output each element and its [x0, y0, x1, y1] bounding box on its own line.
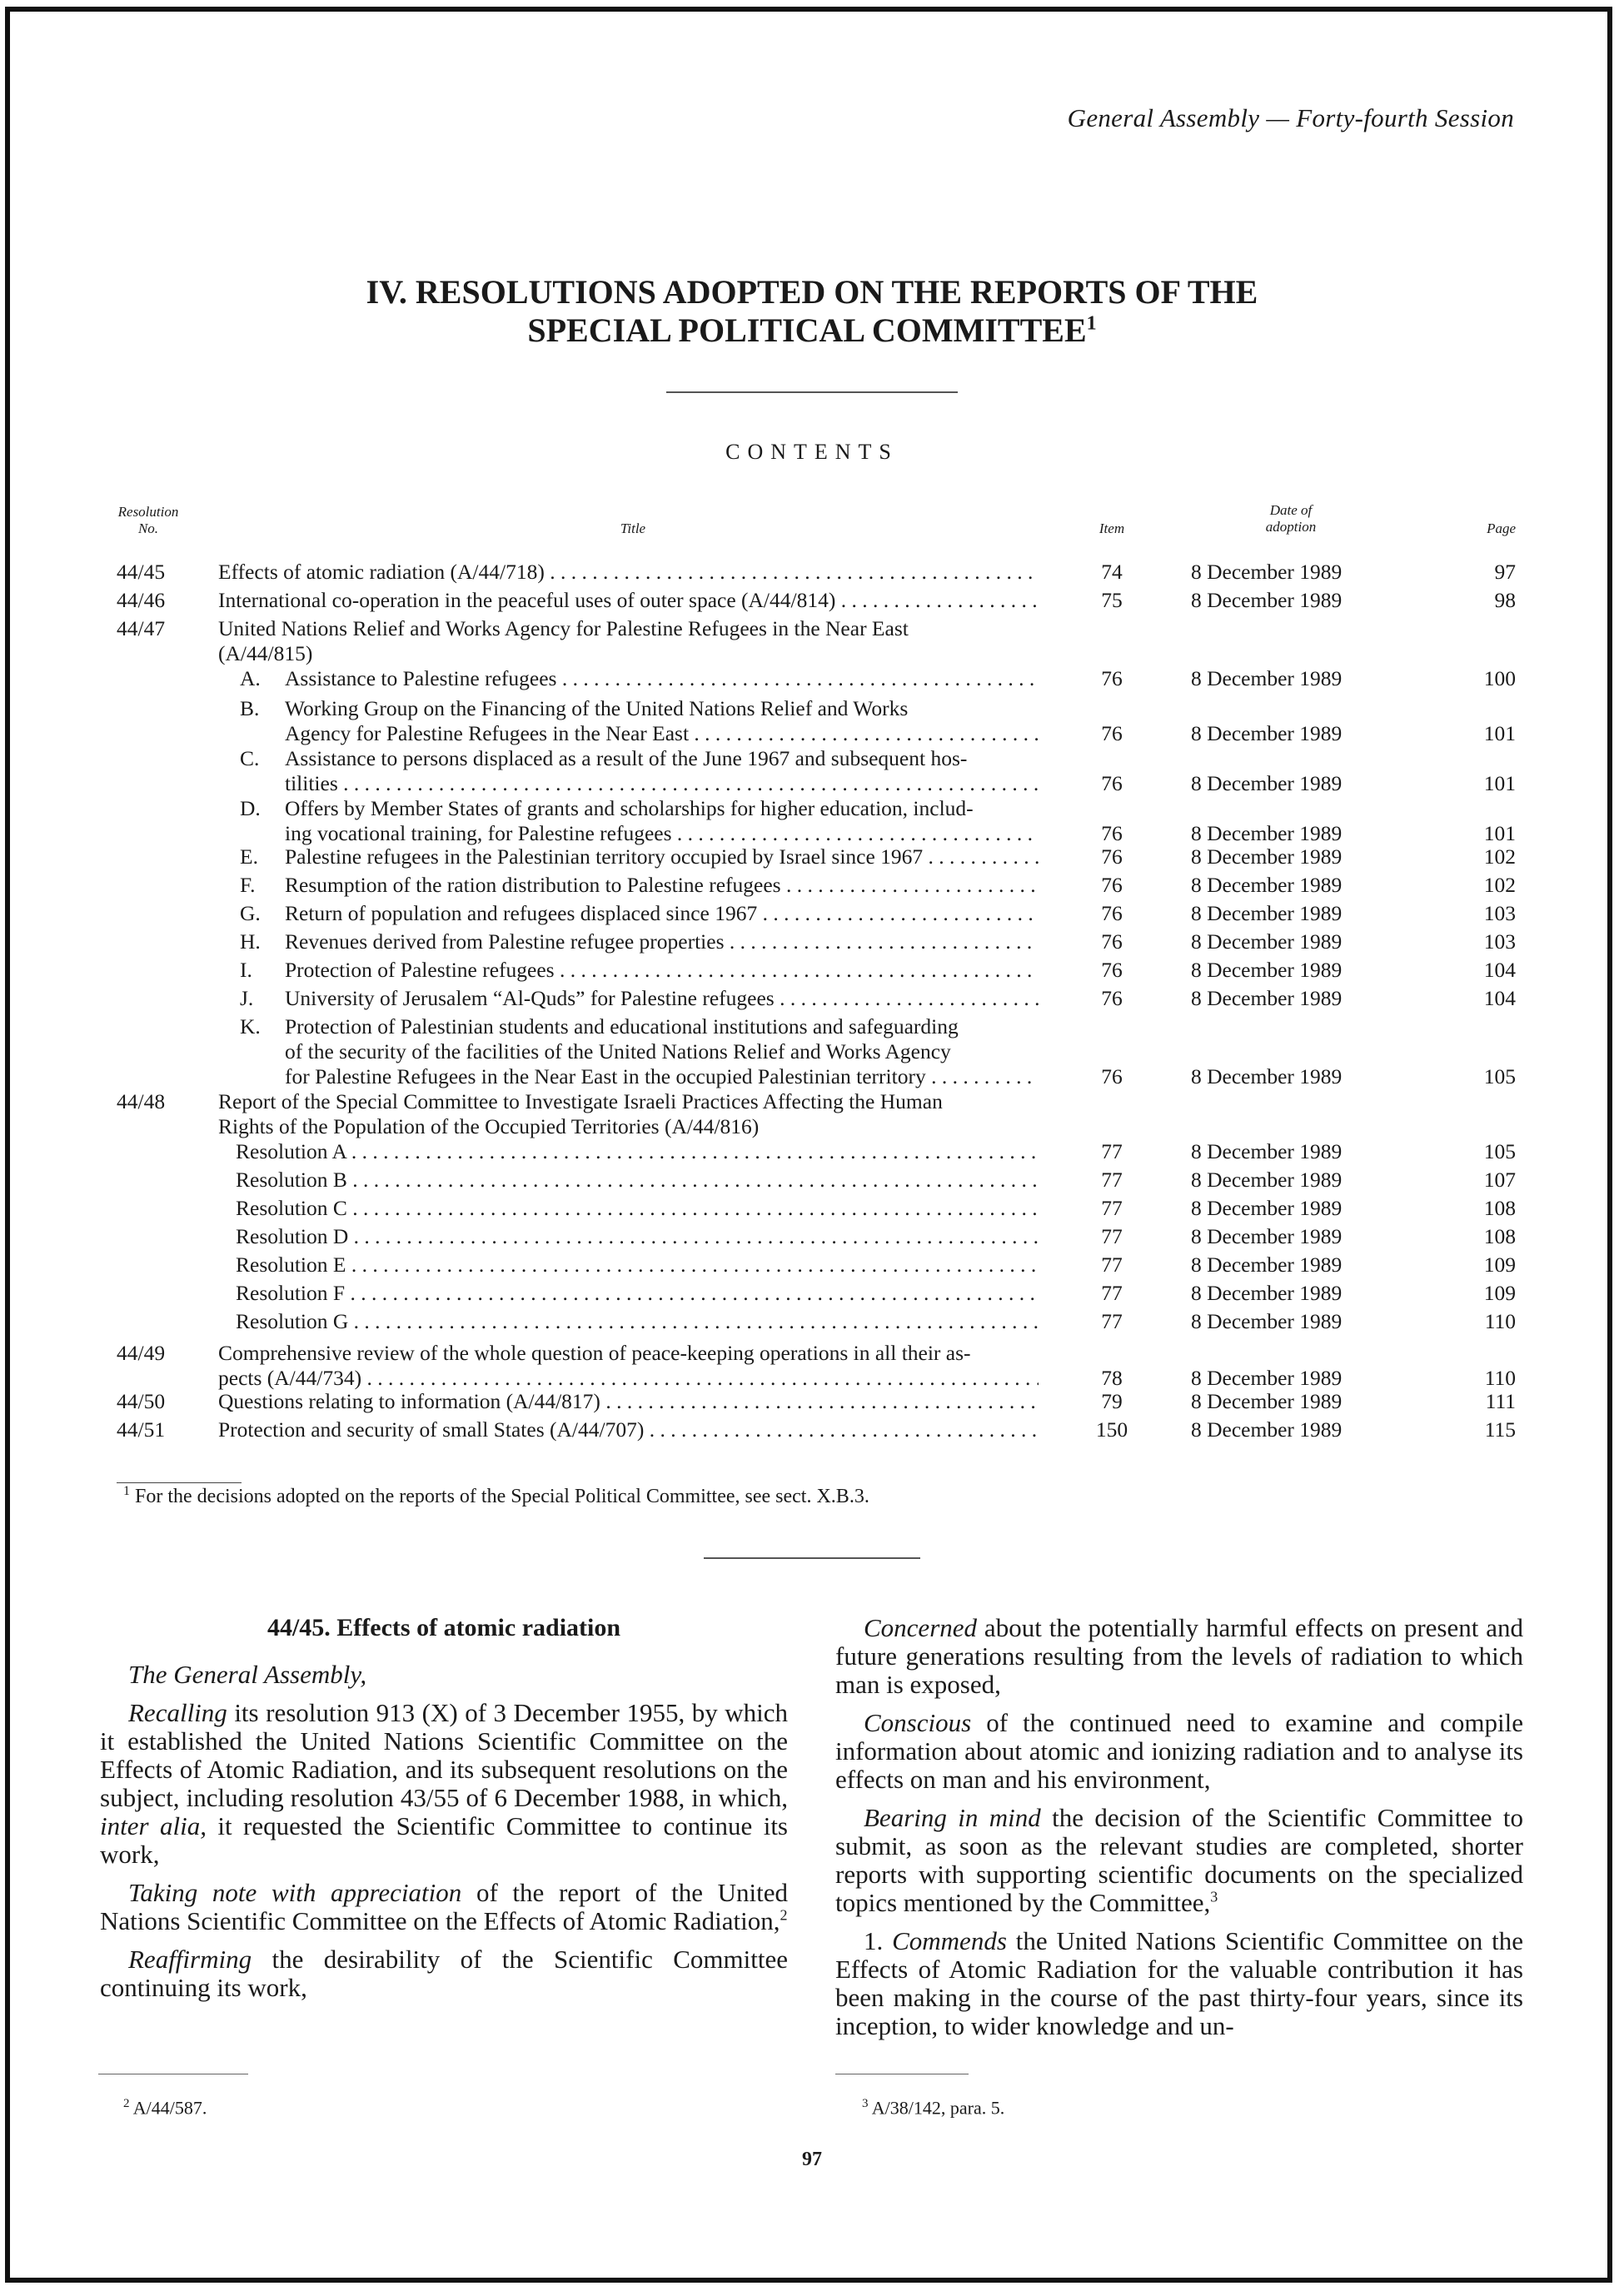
ornament-divider-2 — [704, 1557, 920, 1559]
resolution-sub-title: Resolution C . . . — [236, 1196, 1039, 1221]
section-letter: H. — [240, 929, 261, 954]
resolution-sub-title: Resolution A . . . — [236, 1139, 1039, 1164]
page-ref: 102 — [1483, 844, 1516, 869]
agenda-item: 79 — [1101, 1389, 1123, 1413]
adoption-date: 8 December 1989 — [1191, 844, 1343, 869]
entry-title: Comprehensive review of the whole question of peace-keeping operations in all their as- pects (A/44/734) . . . — [218, 1341, 1039, 1391]
section-letter: D. — [240, 796, 261, 820]
ornament-divider — [666, 391, 958, 393]
adoption-date: 8 December 1989 — [1191, 958, 1343, 982]
adoption-date: 8 December 1989 — [1191, 666, 1343, 690]
adoption-date: 8 December 1989 — [1191, 901, 1343, 925]
adoption-date: 8 December 1989 — [1191, 1196, 1343, 1220]
adoption-date: 8 December 1989 — [1191, 1309, 1343, 1333]
footnote-rule — [117, 1482, 242, 1483]
agenda-item: 77 — [1101, 1253, 1123, 1277]
paragraph: The General Assembly, — [128, 1660, 367, 1689]
agenda-item: 76 — [1101, 666, 1123, 690]
section-footnote-ref: 1 — [1086, 312, 1097, 335]
agenda-item: 77 — [1101, 1309, 1123, 1333]
entry-title: Resumption of the ration distribution to Palestine refugees . . . — [285, 873, 1039, 898]
section-title-line1: IV. RESOLUTIONS ADOPTED ON THE REPORTS OF THE — [366, 273, 1258, 311]
adoption-date: 8 December 1989 — [1191, 1168, 1343, 1192]
adoption-date: 8 December 1989 — [1191, 1064, 1343, 1088]
adoption-date: 8 December 1989 — [1191, 1366, 1343, 1390]
agenda-item: 76 — [1101, 929, 1123, 954]
resolution-sub-title: Resolution D . . . — [236, 1224, 1039, 1249]
page-ref: 102 — [1483, 873, 1516, 897]
adoption-date: 8 December 1989 — [1191, 1281, 1343, 1305]
paragraph: Bearing in mind the decision of the Scientific Committee to submit, as soon as the relevant studies are completed, shorter reports with supporting scientific documents on the specialized topics mentioned by the Committee,$^3$ — [835, 1803, 1523, 1917]
agenda-item: 77 — [1101, 1139, 1123, 1163]
section-letter: K. — [240, 1014, 261, 1038]
page-ref: 110 — [1484, 1366, 1516, 1390]
col-header-title: Title — [620, 520, 646, 536]
section-letter: G. — [240, 901, 261, 925]
agenda-item: 77 — [1101, 1168, 1123, 1192]
paragraph: Conscious of the continued need to examine and compile information about atomic and ionizing radiation and to analyse its effects on man and his environment, — [835, 1708, 1523, 1794]
page-ref: 98 — [1494, 588, 1516, 612]
agenda-item: 77 — [1101, 1281, 1123, 1305]
agenda-item: 76 — [1101, 873, 1123, 897]
entry-title: Return of population and refugees displaced since 1967 . . . — [285, 901, 1039, 926]
resolution-number: 44/45 — [117, 560, 166, 584]
entry-title: Assistance to Palestine refugees . . . — [285, 666, 1039, 691]
adoption-date: 8 December 1989 — [1191, 560, 1343, 584]
adoption-date: 8 December 1989 — [1191, 929, 1343, 954]
adoption-date: 8 December 1989 — [1191, 1224, 1343, 1248]
paragraph: Reaffirming the desirability of the Scientific Committee continuing its work, — [100, 1945, 788, 2002]
adoption-date: 8 December 1989 — [1191, 1389, 1343, 1413]
col-header-date: Date of adoption — [1265, 502, 1317, 535]
agenda-item: 76 — [1101, 771, 1123, 795]
agenda-item: 78 — [1101, 1366, 1123, 1390]
agenda-item: 150 — [1095, 1417, 1128, 1442]
section-letter: C. — [240, 746, 260, 770]
entry-title: Questions relating to information (A/44/817) . . . — [218, 1389, 1039, 1414]
resolution-sub-title: Resolution B . . . — [236, 1168, 1039, 1193]
page-ref: 103 — [1483, 901, 1516, 925]
adoption-date: 8 December 1989 — [1191, 873, 1343, 897]
section-letter: E. — [240, 844, 258, 869]
col-header-page: Page — [1487, 520, 1516, 536]
agenda-item: 76 — [1101, 1064, 1123, 1088]
section-letter: B. — [240, 696, 260, 720]
adoption-date: 8 December 1989 — [1191, 1253, 1343, 1277]
agenda-item: 76 — [1101, 901, 1123, 925]
page-ref: 97 — [1494, 560, 1516, 584]
paragraph: Concerned about the potentially harmful effects on present and future generations resulting from the levels of radiation to which man is exposed, — [835, 1613, 1523, 1699]
page-ref: 101 — [1483, 821, 1516, 845]
entry-title: Revenues derived from Palestine refugee properties . . . — [285, 929, 1039, 954]
resolution-number: 44/51 — [117, 1417, 166, 1442]
page-ref: 108 — [1483, 1224, 1516, 1248]
agenda-item: 77 — [1101, 1224, 1123, 1248]
footnote-left: $^2$ A/44/587. — [123, 2097, 207, 2119]
running-head: General Assembly — Forty-fourth Session — [1067, 103, 1514, 132]
page-ref: 101 — [1483, 771, 1516, 795]
page-ref: 104 — [1483, 958, 1516, 982]
resolution-sub-title: Resolution E . . . — [236, 1253, 1039, 1277]
page-ref: 108 — [1483, 1196, 1516, 1220]
section-title — [0, 273, 1624, 350]
page-ref: 105 — [1483, 1064, 1516, 1088]
page-ref: 115 — [1484, 1417, 1516, 1442]
resolution-sub-title: Resolution G . . . — [236, 1309, 1039, 1334]
entry-title: Assistance to persons displaced as a result of the June 1967 and subsequent hos- tilities . . . — [285, 746, 1039, 796]
entry-title: Protection of Palestine refugees . . . — [285, 958, 1039, 983]
resolution-sub-title: Resolution F . . . — [236, 1281, 1039, 1306]
adoption-date: 8 December 1989 — [1191, 1139, 1343, 1163]
resolution-number: 44/46 — [117, 588, 166, 612]
agenda-item: 76 — [1101, 721, 1123, 745]
section-letter: I. — [240, 958, 252, 982]
agenda-item: 76 — [1101, 958, 1123, 982]
resolution-number: 44/50 — [117, 1389, 166, 1413]
agenda-item: 76 — [1101, 986, 1123, 1010]
section-letter: J. — [240, 986, 254, 1010]
adoption-date: 8 December 1989 — [1191, 1417, 1343, 1442]
page-ref: 101 — [1483, 721, 1516, 745]
page-ref: 107 — [1483, 1168, 1516, 1192]
section-letter: A. — [240, 666, 261, 690]
resolution-number: 44/47 — [117, 616, 166, 640]
adoption-date: 8 December 1989 — [1191, 721, 1343, 745]
agenda-item: 75 — [1101, 588, 1123, 612]
contents-heading: CONTENTS — [725, 440, 899, 464]
resolution-number: 44/48 — [117, 1089, 166, 1113]
entry-title: Protection of Palestinian students and educational institutions and safeguarding of the security of the facilities of the United Nations Relief and Works Agency for Palestine Refugees in the Near East in the occupied Palestinian territory . . . — [285, 1014, 1039, 1089]
entry-title: United Nations Relief and Works Agency for Palestine Refugees in the Near East (A/44/815) — [218, 616, 909, 665]
page-ref: 104 — [1483, 986, 1516, 1010]
agenda-item: 76 — [1101, 821, 1123, 845]
footnote-right: $^3$ A/38/142, para. 5. — [862, 2097, 1005, 2119]
adoption-date: 8 December 1989 — [1191, 986, 1343, 1010]
entry-title: Working Group on the Financing of the United Nations Relief and Works Agency for Palestine Refugees in the Near East . . . — [285, 696, 1039, 746]
page-ref: 111 — [1485, 1389, 1516, 1413]
col-header-resolution-no: Resolution No. — [117, 504, 179, 536]
page-ref: 110 — [1484, 1309, 1516, 1333]
entry-title: Offers by Member States of grants and scholarships for higher education, includ- ing vocational training, for Palestine refugees . . . — [285, 796, 1039, 846]
entry-title: Protection and security of small States (A/44/707) . . . — [218, 1417, 1039, 1442]
entry-title: Report of the Special Committee to Investigate Israeli Practices Affecting the Human Rights of the Population of the Occupied Territories (A/44/816) — [218, 1089, 943, 1138]
section-title-line2: SPECIAL POLITICAL COMMITTEE$^1$ — [527, 311, 1097, 349]
resolution-left-column — [100, 1614, 788, 2012]
entry-title: Palestine refugees in the Palestinian territory occupied by Israel since 1967 . . . — [285, 844, 1039, 869]
page-number: 97 — [802, 2149, 822, 2170]
agenda-item: 74 — [1101, 560, 1123, 584]
entry-title: International co-operation in the peaceful uses of outer space (A/44/814) . . . — [218, 588, 1039, 613]
page-ref: 105 — [1483, 1139, 1516, 1163]
page-ref: 100 — [1483, 666, 1516, 690]
page-ref: 103 — [1483, 929, 1516, 954]
paragraph: Taking note with appreciation of the report of the United Nations Scientific Committee on the Effects of Atomic Radiation,$^2$ — [100, 1878, 788, 1935]
page-ref: 109 — [1483, 1253, 1516, 1277]
agenda-item: 77 — [1101, 1196, 1123, 1220]
entry-title: Effects of atomic radiation (A/44/718) . . . — [218, 560, 1039, 585]
agenda-item: 76 — [1101, 844, 1123, 869]
adoption-date: 8 December 1989 — [1191, 771, 1343, 795]
contents-footnote: $^1$ For the decisions adopted on the reports of the Special Political Committee, see sect. X.B.3. — [123, 1484, 869, 1507]
adoption-date: 8 December 1989 — [1191, 821, 1343, 845]
resolution-number: 44/49 — [117, 1341, 166, 1365]
paragraph: Recalling its resolution 913 (X) of 3 December 1955, by which it established the United Nations Scientific Committee on the Effects of Atomic Radiation, and its subsequent resolutions on the subject, including resolution 43/55 of 6 December 1988, in which, inter alia, it requested the Scientific Committee to continue its work, — [100, 1698, 789, 1869]
paragraph: 1. Commends the United Nations Scientific Committee on the Effects of Atomic Radiation for the valuable contribution it has been making in the course of the past thirty-four years, since its inception, to wider knowledge and un- — [835, 1926, 1523, 2040]
section-letter: F. — [240, 873, 256, 897]
col-header-item: Item — [1098, 520, 1125, 536]
page-ref: 109 — [1483, 1281, 1516, 1305]
entry-title: University of Jerusalem “Al-Quds” for Palestine refugees . . . — [285, 986, 1039, 1011]
resolution-right-column — [835, 1614, 1523, 2050]
resolution-heading: 44/45. Effects of atomic radiation — [267, 1614, 621, 1641]
adoption-date: 8 December 1989 — [1191, 588, 1343, 612]
